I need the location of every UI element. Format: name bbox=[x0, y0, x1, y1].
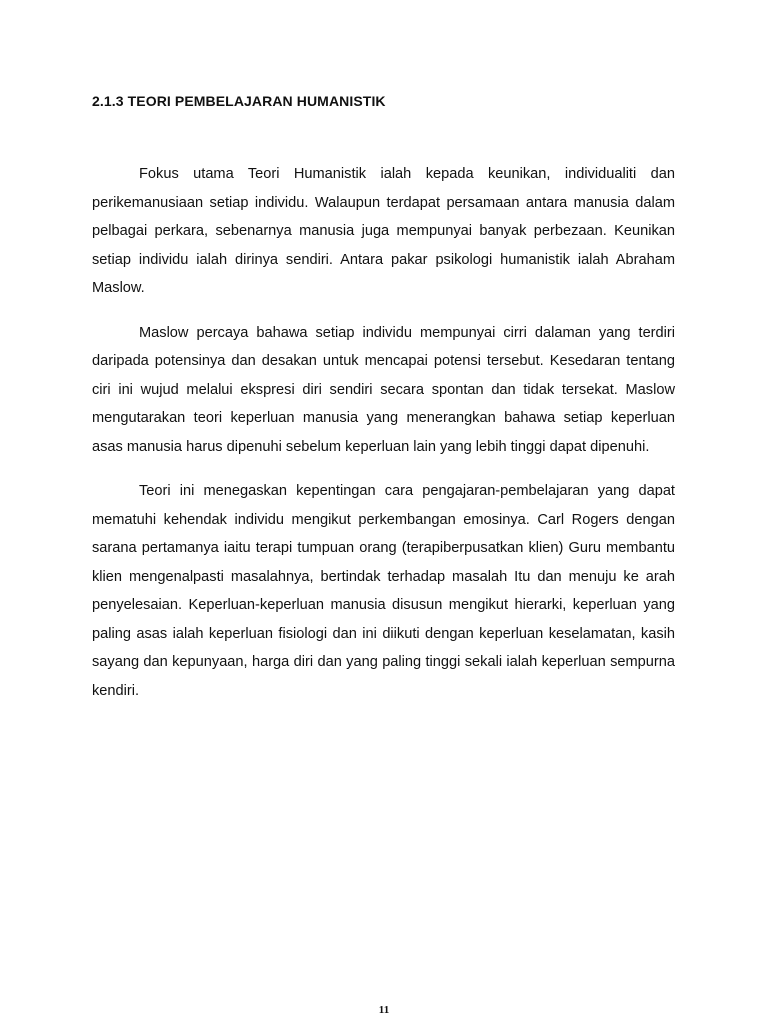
document-body bbox=[92, 160, 675, 721]
paragraph-2: Maslow percaya bahawa setiap individu mempunyai cirri dalaman yang terdiri daripada potensinya dan desakan untuk mencapai potensi tersebut. Kesedaran tentang ciri ini wujud melalui ekspresi diri sendiri secara spontan dan tidak tersekat. Maslow mengutarakan teori keperluan manusia yang menerangkan bahawa setiap keperluan asas manusia harus dipenuhi sebelum keperluan lain yang lebih tinggi dapat dipenuhi. bbox=[92, 324, 675, 455]
section-heading: 2.1.3 TEORI PEMBELAJARAN HUMANISTIK bbox=[92, 93, 386, 109]
paragraph-3: Teori ini menegaskan kepentingan cara pengajaran-pembelajaran yang dapat mematuhi kehendak individu mengikut perkembangan emosinya. Carl Rogers dengan sarana pertamanya iaitu terapi tumpuan orang (terapiberpusatkan klien) Guru membantu klien mengenalpasti masalahnya, bertindak terhadap masalah Itu dan menuju ke arah penyelesaian. Keperluan-keperluan manusia disusun mengikut hierarki, keperluan yang paling asas ialah keperluan fisiologi dan ini diikuti dengan keperluan keselamatan, kasih sayang dan kepunyaan, harga diri dan yang paling tinggi sekali ialah keperluan sempurna kendiri. bbox=[92, 483, 675, 699]
page-number: 11 bbox=[378, 1004, 390, 1016]
paragraph-1: Fokus utama Teori Humanistik ialah kepada keunikan, individualiti dan perikemanusiaan setiap individu. Walaupun terdapat persamaan antara manusia dalam pelbagai perkara, sebenarnya manusia juga mempunyai banyak perbezaan. Keunikan setiap individu ialah dirinya sendiri. Antara pakar psikologi humanistik ialah Abraham Maslow. bbox=[92, 166, 675, 296]
